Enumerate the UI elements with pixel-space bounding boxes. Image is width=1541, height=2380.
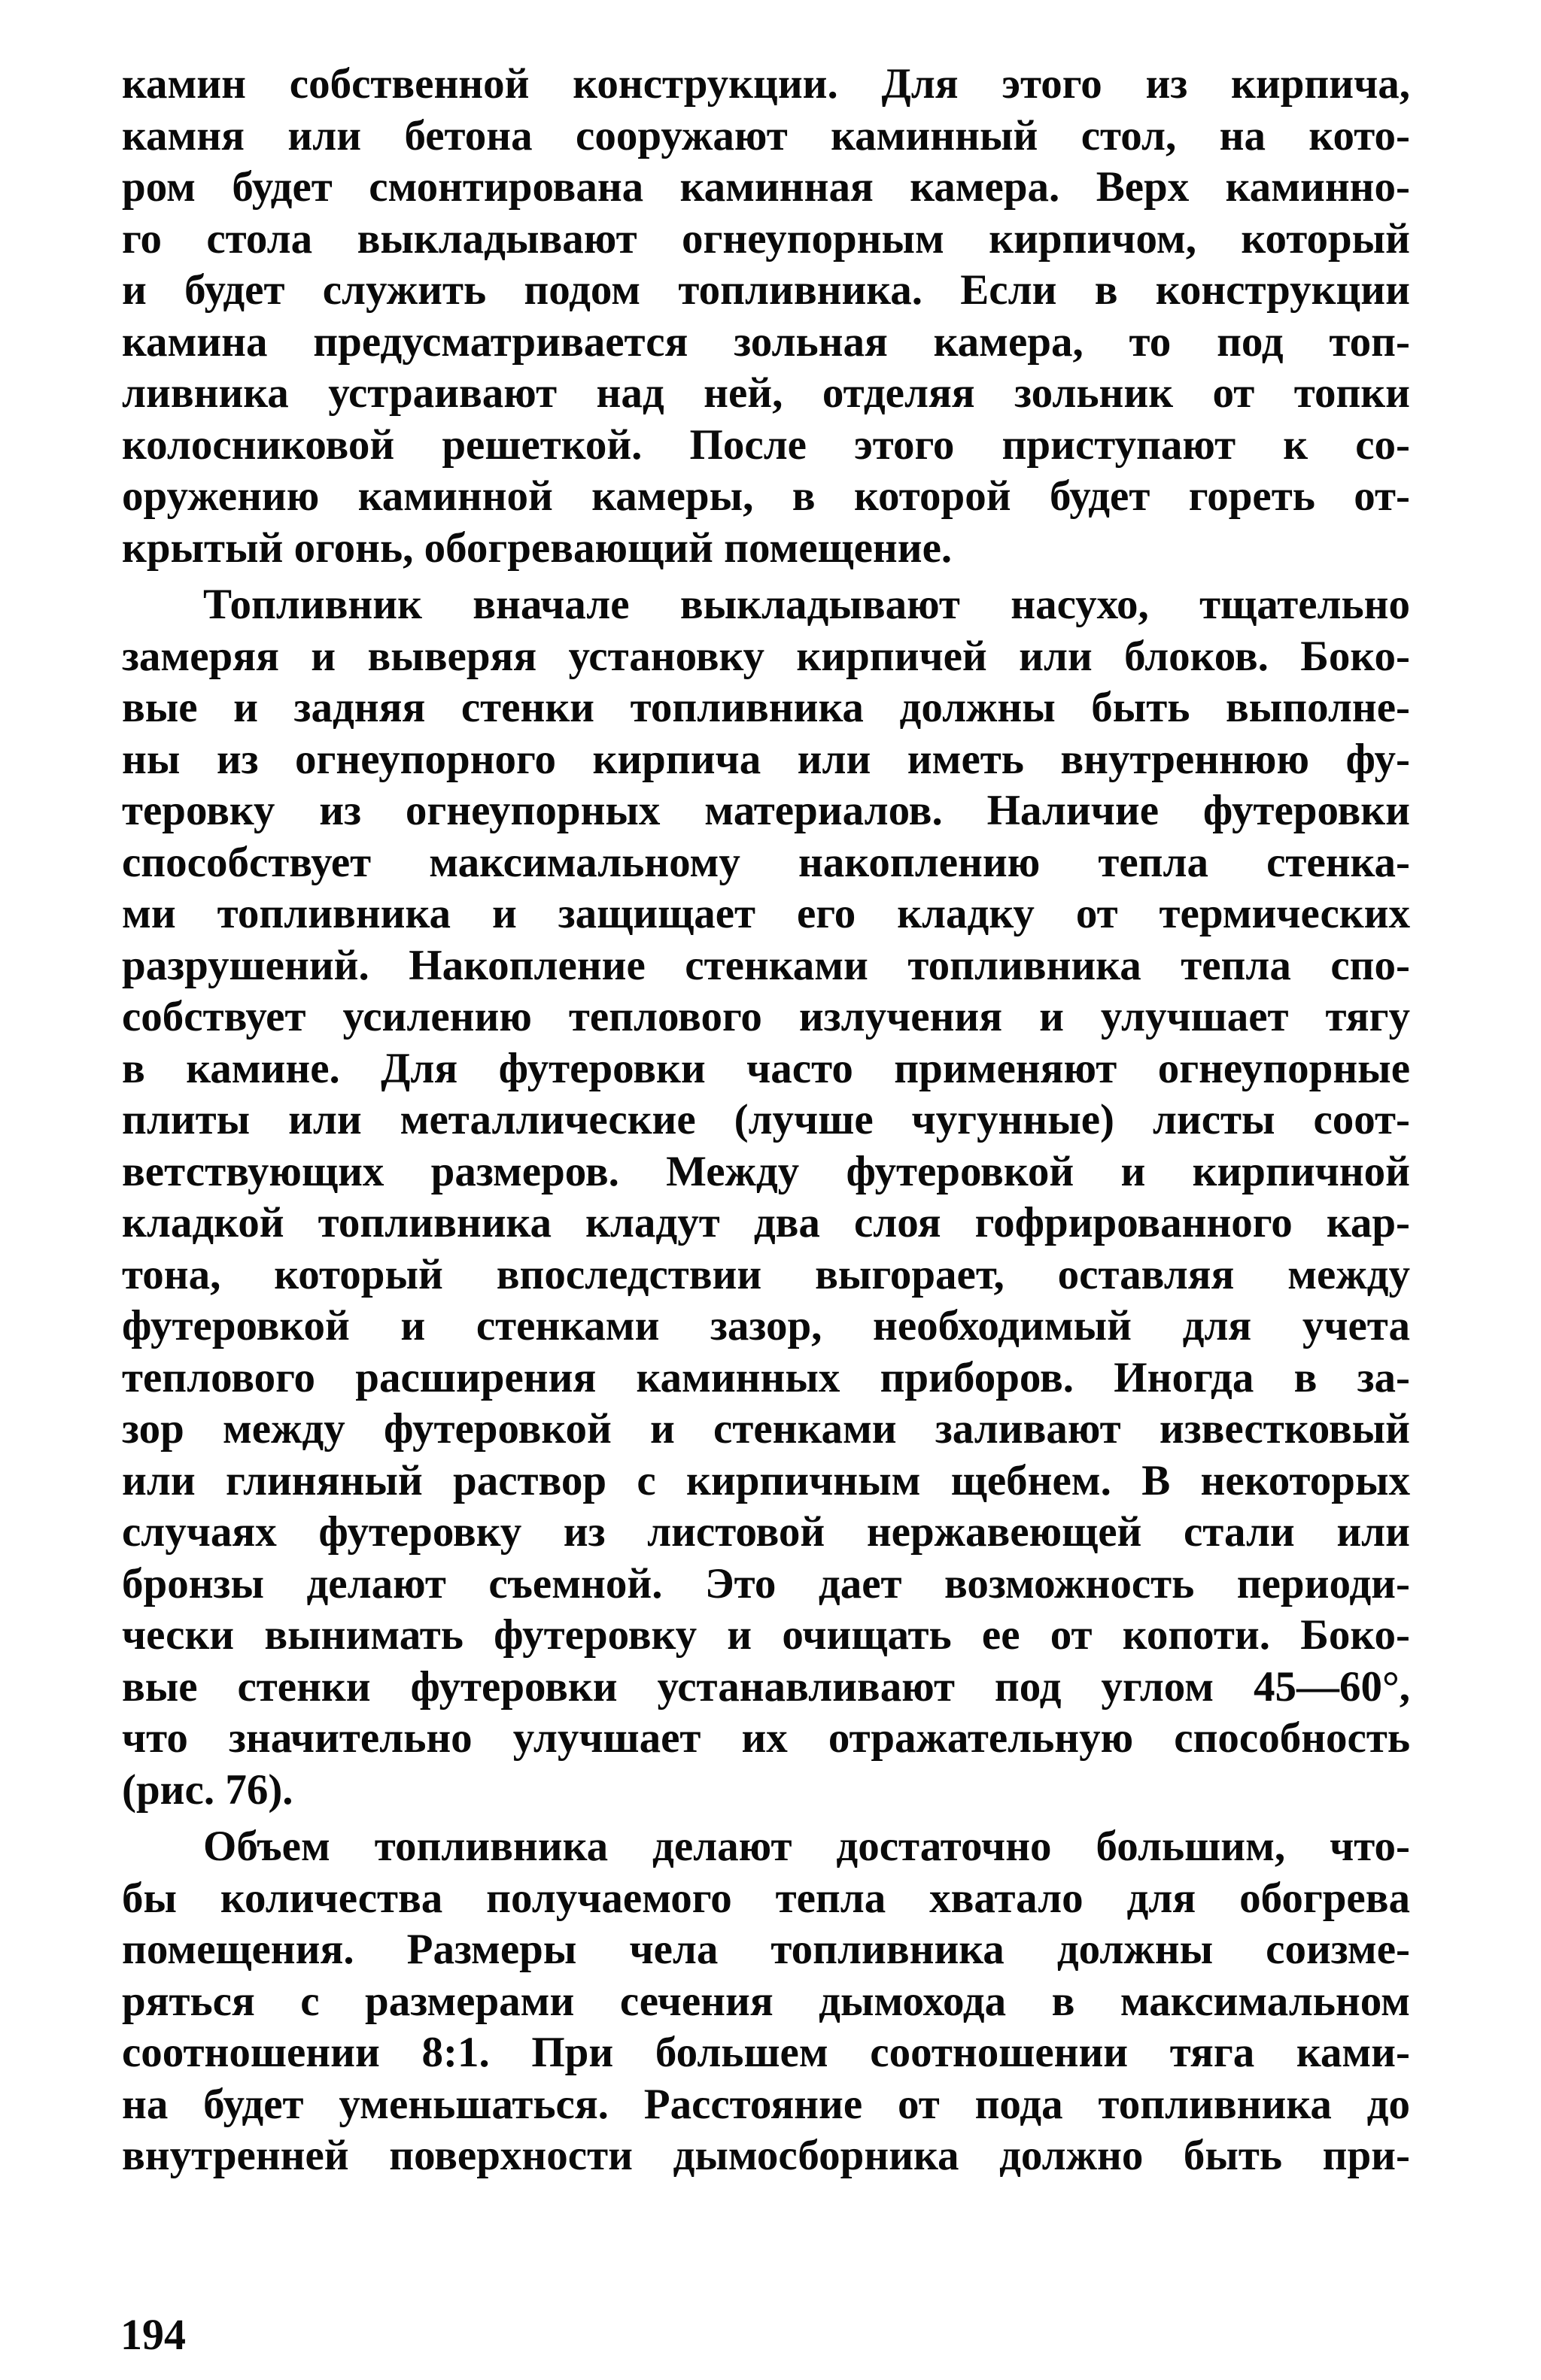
text-line: зор между футеровкой и стенками заливают известковый	[122, 1405, 1410, 1453]
text-line: в камине. Для футеровки часто применяют огнеупорные	[122, 1044, 1410, 1092]
text-line: вые стенки футеровки устанавливают под углом 45—60°,	[122, 1662, 1410, 1711]
text-line: Объем топливника делают достаточно большим, что-	[203, 1823, 1410, 1870]
text-line: теплового расширения каминных приборов. Иногда в за-	[122, 1353, 1410, 1401]
text-line: или глиняный раствор с кирпичным щебнем. В некоторых	[122, 1456, 1410, 1504]
text-line: собствует усилению теплового излучения и улучшает тягу	[122, 993, 1410, 1040]
text-line: тона, который впоследствии выгорает, оставляя между	[122, 1250, 1410, 1298]
text-line: соотношении 8:1. При большем соотношении тяга ками-	[122, 2029, 1410, 2076]
text-line: кладкой топливника кладут два слоя гофрированного кар-	[122, 1199, 1410, 1246]
text-line: бы количества получаемого тепла хватало для обогрева	[122, 1874, 1410, 1922]
text-line: чески вынимать футеровку и очищать ее от копоти. Боко-	[122, 1611, 1410, 1659]
text-line: разрушений. Накопление стенками топливника тепла спо-	[122, 941, 1410, 989]
text-line: теровку из огнеупорных материалов. Наличие футеровки	[122, 787, 1410, 834]
text-line: внутренней поверхности дымосборника должно быть при-	[122, 2132, 1410, 2179]
text-line: вые и задняя стенки топливника должны быть выполне-	[122, 684, 1410, 731]
paragraph	[122, 1821, 1410, 2182]
text-line: и будет служить подом топливника. Если в конструкции	[122, 266, 1410, 314]
text-line: оружению каминной камеры, в которой будет гореть от-	[122, 472, 1410, 520]
text-line: бронзы делают съемной. Это дает возможность периоди-	[122, 1559, 1410, 1607]
text-line: го стола выкладывают огнеупорным кирпичом, который	[122, 214, 1410, 263]
paragraph	[122, 59, 1410, 574]
text-line: камина предусматривается зольная камера, то под топ-	[122, 317, 1410, 366]
text-line: плиты или металлические (лучше чугунные) листы соот-	[122, 1096, 1410, 1143]
text-line: Топливник вначале выкладывают насухо, тщательно	[203, 581, 1410, 628]
text-line: на будет уменьшаться. Расстояние от пода топливника до	[122, 2080, 1410, 2128]
text-line: ром будет смонтирована каминная камера. Верх каминно-	[122, 163, 1410, 211]
text-line: камин собственной конструкции. Для этого из кирпича,	[122, 60, 1410, 108]
text-line: замеряя и выверяя установку кирпичей или блоков. Боко-	[122, 632, 1410, 680]
page-body-text	[122, 59, 1410, 2187]
text-line: колосниковой решеткой. После этого приступают к со-	[122, 420, 1410, 469]
text-line: случаях футеровку из листовой нержавеющей стали или	[122, 1508, 1410, 1556]
paragraph	[122, 579, 1410, 1816]
text-line: ветствующих размеров. Между футеровкой и кирпичной	[122, 1147, 1410, 1195]
page-number: 194	[120, 2310, 186, 2359]
text-line: ряться с размерами сечения дымохода в максимальном	[122, 1977, 1410, 2025]
text-line: камня или бетона сооружают каминный стол, на кото-	[122, 111, 1410, 159]
text-line: (рис. 76).	[122, 1765, 293, 1814]
text-line: что значительно улучшает их отражательную способность	[122, 1714, 1410, 1762]
text-line: ми топливника и защищает его кладку от термических	[122, 890, 1410, 937]
text-line: ливника устраивают над ней, отделяя зольник от топки	[122, 369, 1410, 417]
text-line: ны из огнеупорного кирпича или иметь внутреннюю фу-	[122, 735, 1410, 783]
text-line: крытый огонь, обогревающий помещение.	[122, 524, 953, 572]
text-line: футеровкой и стенками зазор, необходимый для учета	[122, 1302, 1410, 1349]
text-line: помещения. Размеры чела топливника должны соизме-	[122, 1926, 1410, 1973]
text-line: способствует максимальному накоплению тепла стенка-	[122, 838, 1410, 886]
